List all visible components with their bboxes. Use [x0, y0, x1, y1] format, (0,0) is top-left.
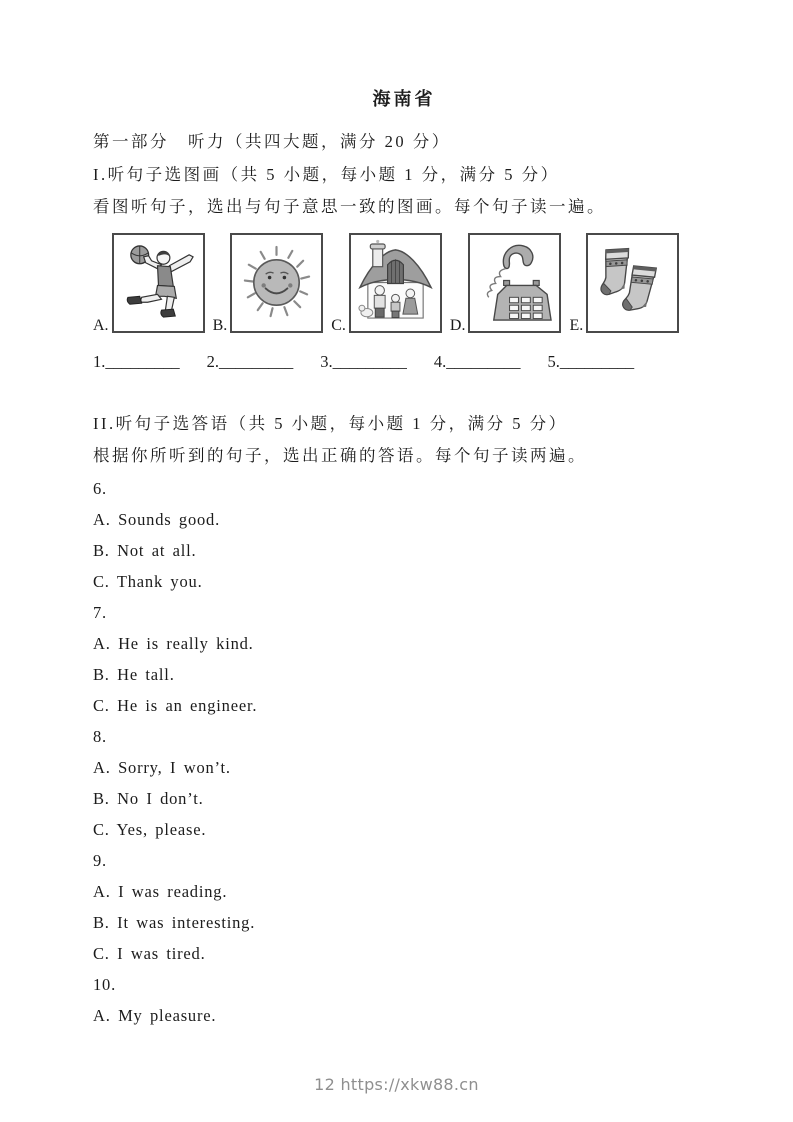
- question-number: 9.: [93, 850, 107, 870]
- answer-option: A. Sorry, I won’t.: [93, 757, 231, 777]
- answer-option: A. I was reading.: [93, 881, 228, 901]
- picture-box-telephone: [468, 233, 561, 333]
- answer-blanks-row: [93, 345, 715, 378]
- picture-label-d: D.: [449, 316, 466, 334]
- page-title: 海南省: [372, 89, 436, 109]
- picture-option-b: [213, 233, 324, 333]
- house-with-family-icon: [355, 239, 436, 326]
- picture-box-socks: [586, 233, 679, 333]
- question-number: 6.: [93, 478, 107, 498]
- answer-option: B. Not at all.: [93, 540, 197, 560]
- picture-label-c: C.: [331, 316, 346, 334]
- part2-section: [93, 408, 715, 1031]
- part1-instruction: 看图听句子，选出与句子意思一致的图画。每个句子读一遍。: [93, 197, 606, 216]
- blank-line: _________: [446, 351, 521, 371]
- part2-heading: II.听句子选答语（共 5 小题，每小题 1 分，满分 5 分）: [93, 413, 568, 433]
- part1-heading: I.听句子选图画（共 5 小题，每小题 1 分，满分 5 分）: [93, 164, 560, 184]
- page-footer: 12 https://xkw88.cn: [314, 1075, 479, 1094]
- smiling-sun-icon: [236, 239, 317, 326]
- question-number: 8.: [93, 726, 107, 746]
- question-number: 10.: [93, 974, 117, 994]
- picture-option-e: [569, 233, 679, 333]
- answer-option: C. Yes, please.: [93, 819, 207, 839]
- answer-blank-5: 5._________: [547, 351, 635, 371]
- blank-line: _________: [219, 351, 294, 371]
- answer-option: A. My pleasure.: [93, 1005, 217, 1025]
- part2-instruction: 根据你所听到的句子，选出正确的答语。每个句子读两遍。: [93, 446, 587, 465]
- picture-box-house: [349, 233, 442, 333]
- answer-blank-2: 2._________: [206, 351, 294, 371]
- answer-option: A. Sounds good.: [93, 509, 221, 529]
- basketball-player-icon: [118, 239, 199, 326]
- picture-box-basketball: [112, 233, 205, 333]
- blank-line: _________: [559, 351, 635, 371]
- telephone-icon: [474, 239, 555, 326]
- picture-option-c: [331, 233, 442, 333]
- picture-option-d: [450, 233, 562, 333]
- picture-label-e: E.: [569, 316, 584, 334]
- answer-option: B. No I don’t.: [93, 788, 204, 808]
- picture-label-a: A.: [93, 316, 109, 334]
- picture-label-b: B.: [212, 316, 228, 334]
- answer-option: C. I was tired.: [93, 943, 206, 963]
- answer-blank-1: 1._________: [93, 351, 180, 371]
- picture-option-a: [93, 233, 205, 333]
- picture-box-sun: [230, 233, 323, 333]
- section-heading: 第一部分 听力（共四大题，满分 20 分）: [93, 132, 451, 151]
- answer-option: C. He is an engineer.: [93, 695, 258, 715]
- answer-blank-3: 3._________: [320, 351, 407, 371]
- answer-option: C. Thank you.: [93, 571, 203, 591]
- blank-line: _________: [105, 351, 180, 371]
- answer-option: A. He is really kind.: [93, 633, 254, 653]
- answer-option: B. It was interesting.: [93, 912, 256, 932]
- blank-line: _________: [332, 351, 407, 371]
- picture-options-row: [93, 233, 715, 333]
- question-number: 7.: [93, 602, 107, 622]
- socks-icon: [592, 239, 673, 327]
- answer-blank-4: 4._________: [433, 351, 521, 371]
- answer-option: B. He tall.: [93, 664, 175, 684]
